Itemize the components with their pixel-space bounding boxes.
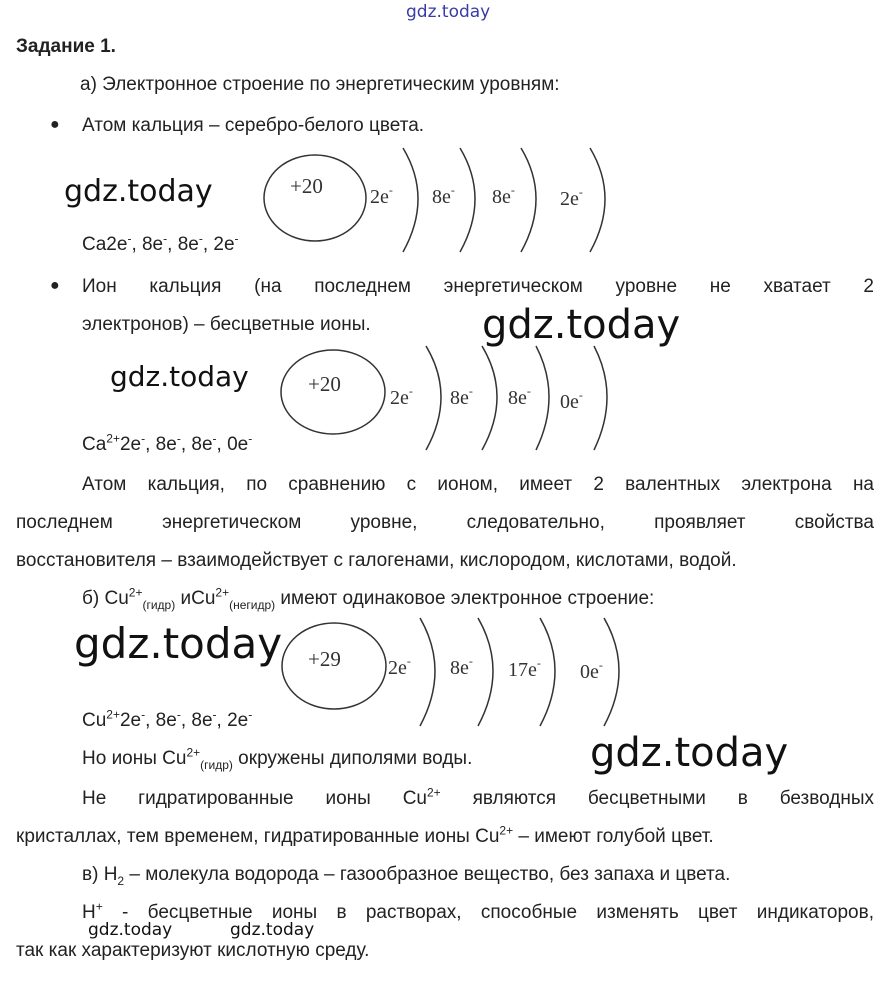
paragraph-valence-line3: восстановителя – взаимодействует с галогенами, кислородом, кислотами, водой. [16, 550, 737, 571]
paragraph-water-dipoles: Но ионы $Cu^{2+}_{(гидр)}$ окружены диполями воды. [82, 745, 473, 772]
watermark: gdz.today [230, 920, 315, 940]
nucleus-charge: +29 [308, 647, 341, 671]
paragraph-hydration-line1: Не гидратированные ионы $Cu^{2+}$ являются бесцветными в безводных [82, 785, 874, 809]
shell-electrons: 2e- [390, 384, 413, 409]
shell-arc [540, 618, 555, 726]
task-title: Задание 1. [16, 36, 116, 57]
shell-arc [594, 346, 607, 450]
shell-arc [420, 618, 435, 726]
paragraph-hydrogen-ion-line2: так как характеризуют кислотную среду. [16, 940, 370, 961]
shell-electrons: 8e- [432, 183, 455, 208]
shell-electrons: 8e- [450, 654, 473, 679]
shell-arc [460, 148, 475, 252]
watermark: gdz.today [482, 302, 681, 348]
paragraph-hydrogen-ion-line1: H+ - бесцветные ионы в растворах, способные изменять цвет индикаторов, [82, 899, 874, 923]
watermark: gdz.today [590, 730, 789, 776]
shell-electrons: 8e- [492, 183, 515, 208]
shell-electrons: 2e- [560, 185, 583, 210]
watermark: gdz.today [64, 174, 213, 209]
watermark: gdz.today [110, 360, 249, 393]
paragraph-hydration-line2: кристаллах, тем временем, гидратированные ионы $Cu^{2+}$ – имеют голубой цвет. [16, 823, 714, 847]
bullet-calcium-atom: Атом кальция – серебро-белого цвета. [82, 115, 425, 136]
shell-electrons: 0e- [580, 658, 603, 683]
shell-arc [478, 618, 493, 726]
shell-electrons: 0e- [560, 388, 583, 413]
part-a-intro: а) Электронное строение по энергетическим уровням: [80, 74, 560, 95]
paragraph-valence-line1: Атом кальция, по сравнению с ионом, имеет 2 валентных электрона на [82, 474, 874, 495]
shell-arc [604, 618, 619, 726]
shell-arc [426, 346, 441, 450]
watermark: gdz.today [88, 920, 173, 940]
watermark-top: gdz.today [406, 2, 491, 22]
shell-electrons: 8e- [450, 384, 473, 409]
bullet-calcium-ion-line2: электронов) – бесцветные ионы. [82, 314, 371, 335]
shell-arc [590, 148, 605, 252]
paragraph-valence-line2: последнем энергетическом уровне, следовательно, проявляет свойства [16, 512, 874, 533]
formula-calcium-ion: $Ca^{2+}2e^-$, 8e-, 8e-, 0e- [82, 431, 253, 455]
bullet-dot: ● [50, 277, 60, 294]
nucleus-charge: +20 [290, 174, 323, 198]
bullet-calcium-ion-line1: Ион кальция (на последнем энергетическом уровне не хватает 2 [82, 276, 874, 297]
nucleus-ellipse [264, 155, 366, 241]
part-v-hydrogen: в) $H_2$ – молекула водорода – газообразное вещество, без запаха и цвета. [82, 864, 731, 888]
electron-diagram-calcium-atom [260, 146, 620, 256]
shell-arc [521, 148, 536, 252]
watermark: gdz.today [74, 619, 283, 668]
formula-calcium-atom: Ca2e-, 8e-, 8e-, 2e- [82, 231, 239, 255]
nucleus-charge: +20 [308, 372, 341, 396]
electron-diagram-calcium-ion [278, 344, 623, 454]
electron-diagram-copper-ion [278, 616, 638, 728]
shell-arc [536, 346, 549, 450]
shell-electrons: 2e- [370, 183, 393, 208]
shell-electrons: 2e- [388, 654, 411, 679]
part-b-intro: б) $Cu^{2+}_{(гидр)}$ иCu$^{2+}_{(негидр)}$ имеют одинаковое электронное строение: [82, 585, 655, 612]
bullet-dot: ● [50, 116, 60, 133]
shell-electrons: 8e- [508, 384, 531, 409]
shell-arc [403, 148, 418, 252]
formula-copper-ion: $Cu^{2+}2e^-$, 8e-, 8e-, 2e- [82, 707, 253, 731]
shell-electrons: 17e- [508, 656, 541, 681]
shell-arc [482, 346, 497, 450]
